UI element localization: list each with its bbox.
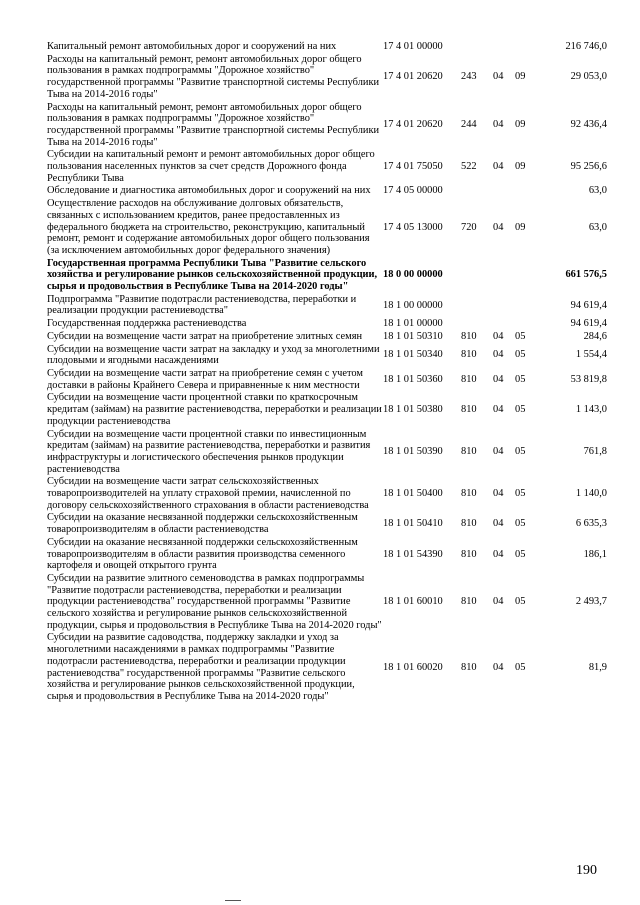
row-subsection: 05 — [515, 488, 526, 500]
row-code: 18 1 01 50400 — [383, 488, 443, 500]
table-row — [47, 294, 607, 318]
row-name: Субсидии на возмещение части затрат на приобретение элитных семян — [47, 330, 363, 342]
row-expense-type: 810 — [461, 548, 477, 560]
budget-table-body — [47, 41, 607, 704]
row-section — [493, 185, 515, 198]
row-amount: 94 619,4 — [570, 318, 607, 330]
row-subsection: 05 — [515, 518, 526, 530]
row-subsection: 05 — [515, 404, 526, 416]
row-section: 04 — [493, 404, 504, 416]
row-expense-type — [461, 318, 493, 331]
row-expense-type: 244 — [461, 119, 477, 131]
row-section: 04 — [493, 221, 504, 233]
row-expense-type — [461, 258, 493, 294]
row-subsection: 05 — [515, 373, 526, 385]
row-name: Субсидии на возмещение части процентной ставки по краткосрочным кредитам (займам) на развитие растениеводства, переработки и реализации продукции растениеводства — [47, 392, 382, 427]
row-name: Субсидии на развитие садоводства, поддержку закладки и уход за многолетними насаждениями в рамках подпрограммы "Развитие подотрасли растениеводства, переработки и реализации продукции растениеводства" государственной программы "Развитие сельского хозяйства и регулирование рынков сельскохозяйственной продукции, сырья и продовольствия в Республике Тыва на 2014-2020 годы" — [47, 632, 355, 702]
row-subsection: 09 — [515, 161, 526, 173]
row-amount: 6 635,3 — [575, 518, 607, 530]
row-expense-type — [461, 294, 493, 318]
row-code: 18 1 01 60010 — [383, 596, 443, 608]
row-subsection: 09 — [515, 221, 526, 233]
row-name: Субсидии на возмещение части затрат сельскохозяйственных товаропроизводителей на уплату страховой премии, начисленной по договору сельскохозяйственного страхования в области растениеводства — [47, 476, 369, 511]
row-code: 18 1 01 50380 — [383, 404, 443, 416]
row-expense-type: 810 — [461, 446, 477, 458]
row-name: Субсидии на возмещение части затрат на приобретение семян с учетом доставки в районы Крайнего Севера и приравненные к ним местности — [47, 367, 363, 391]
row-expense-type: 243 — [461, 71, 477, 83]
row-code: 17 4 01 75050 — [383, 161, 443, 173]
row-subsection: 05 — [515, 661, 526, 673]
row-section: 04 — [493, 119, 504, 131]
row-section — [493, 294, 515, 318]
row-amount: 95 256,6 — [570, 161, 607, 173]
row-section: 04 — [493, 349, 504, 361]
row-name: Государственная поддержка растениеводства — [47, 318, 247, 330]
row-expense-type: 810 — [461, 661, 477, 673]
row-amount: 284,6 — [583, 330, 607, 342]
page-bottom-mark — [225, 900, 241, 904]
row-section: 04 — [493, 518, 504, 530]
row-amount: 53 819,8 — [570, 373, 607, 385]
row-amount: 29 053,0 — [570, 71, 607, 83]
table-row — [47, 258, 607, 294]
row-expense-type: 810 — [461, 373, 477, 385]
row-subsection: 05 — [515, 446, 526, 458]
row-expense-type: 810 — [461, 349, 477, 361]
row-code: 18 1 01 60020 — [383, 661, 443, 673]
row-name: Субсидии на оказание несвязанной поддержки сельскохозяйственным товаропроизводителям в области развития производства семенного картофеля и овощей открытого грунта — [47, 536, 358, 572]
table-row — [47, 392, 607, 428]
row-subsection: 09 — [515, 71, 526, 83]
row-code: 18 1 01 50410 — [383, 518, 443, 530]
row-amount: 661 576,5 — [565, 269, 607, 281]
row-amount: 186,1 — [583, 548, 607, 560]
table-row — [47, 344, 607, 368]
row-code: 17 4 01 00000 — [383, 41, 443, 52]
table-row — [47, 512, 607, 536]
row-name: Расходы на капитальный ремонт, ремонт автомобильных дорог общего пользования в рамках подпрограммы "Дорожное хозяйство" государственной программы "Развитие транспортной системы Республики Тыва на 2014-2016 годы" — [47, 101, 380, 148]
row-amount: 2 493,7 — [575, 596, 607, 608]
row-amount: 1 554,4 — [575, 349, 607, 361]
table-row — [47, 632, 607, 703]
table-row — [47, 476, 607, 512]
row-subsection — [515, 258, 542, 294]
table-row — [47, 573, 607, 633]
table-row — [47, 318, 607, 331]
row-subsection — [515, 41, 542, 54]
table-row — [47, 429, 607, 477]
table-row — [47, 331, 607, 344]
row-expense-type — [461, 41, 493, 54]
row-section — [493, 41, 515, 54]
row-amount: 1 140,0 — [575, 488, 607, 500]
row-amount: 63,0 — [588, 185, 607, 197]
row-code: 17 4 05 13000 — [383, 221, 443, 233]
row-name: Субсидии на возмещение части процентной ставки по инвестиционным кредитам (займам) на развитие растениеводства, переработки и развития инфраструктуры и логистического обеспечения рынков продукции растениеводства — [47, 428, 371, 475]
row-subsection: 05 — [515, 596, 526, 608]
row-code: 17 4 05 00000 — [383, 185, 443, 197]
row-amount: 1 143,0 — [575, 404, 607, 416]
row-section — [493, 258, 515, 294]
row-subsection: 05 — [515, 349, 526, 361]
row-expense-type: 810 — [461, 596, 477, 608]
row-name: Субсидии на возмещение части затрат на закладку и уход за многолетними плодовыми и ягодными насаждениями — [47, 343, 380, 367]
table-row — [47, 185, 607, 198]
row-name: Государственная программа Республики Тыва "Развитие сельского хозяйства и регулирование рынков сельскохозяйственной продукции, сырья и продовольствия в Республике Тыва на 2014-2020 годы" — [47, 257, 378, 293]
row-expense-type: 810 — [461, 404, 477, 416]
row-code: 17 4 01 20620 — [383, 71, 443, 83]
page-number: 190 — [576, 863, 597, 878]
row-section: 04 — [493, 161, 504, 173]
row-code: 18 1 01 50310 — [383, 330, 443, 342]
row-section — [493, 318, 515, 331]
row-amount: 94 619,4 — [570, 299, 607, 311]
row-section: 04 — [493, 71, 504, 83]
row-expense-type: 810 — [461, 330, 477, 342]
row-code: 18 1 00 00000 — [383, 299, 443, 311]
row-name: Подпрограмма "Развитие подотрасли растениеводства, переработки и реализации продукции растениеводства" — [47, 293, 357, 317]
row-amount: 81,9 — [588, 661, 607, 673]
row-code: 18 0 00 00000 — [383, 269, 443, 281]
row-code: 18 1 01 00000 — [383, 318, 443, 330]
row-code: 18 1 01 54390 — [383, 548, 443, 560]
row-code: 18 1 01 50360 — [383, 373, 443, 385]
table-row — [47, 198, 607, 258]
row-amount: 761,8 — [583, 446, 607, 458]
row-amount: 63,0 — [588, 221, 607, 233]
row-section: 04 — [493, 330, 504, 342]
row-section: 04 — [493, 596, 504, 608]
row-name: Расходы на капитальный ремонт, ремонт автомобильных дорог общего пользования в рамках подпрограммы "Дорожное хозяйство" государственной программы "Развитие транспортной системы Республики Тыва на 2014-2016 годы" — [47, 53, 380, 100]
row-section: 04 — [493, 548, 504, 560]
table-row — [47, 537, 607, 573]
row-name: Капитальный ремонт автомобильных дорог и сооружений на них — [47, 41, 337, 52]
row-expense-type: 810 — [461, 518, 477, 530]
row-subsection — [515, 185, 542, 198]
row-expense-type: 522 — [461, 161, 477, 173]
row-section: 04 — [493, 373, 504, 385]
row-subsection — [515, 318, 542, 331]
row-subsection: 05 — [515, 548, 526, 560]
row-code: 17 4 01 20620 — [383, 119, 443, 131]
row-amount: 216 746,0 — [565, 41, 607, 52]
row-section: 04 — [493, 488, 504, 500]
budget-table — [47, 41, 607, 704]
row-section: 04 — [493, 661, 504, 673]
row-name: Обследование и диагностика автомобильных дорог и сооружений на них — [47, 185, 371, 197]
table-row — [47, 54, 607, 102]
table-row — [47, 368, 607, 392]
table-row — [47, 149, 607, 185]
row-section: 04 — [493, 446, 504, 458]
row-expense-type: 810 — [461, 488, 477, 500]
row-subsection: 05 — [515, 330, 526, 342]
row-subsection — [515, 294, 542, 318]
row-amount: 92 436,4 — [570, 119, 607, 131]
row-expense-type — [461, 185, 493, 198]
row-code: 18 1 01 50390 — [383, 446, 443, 458]
row-code: 18 1 01 50340 — [383, 349, 443, 361]
row-name: Субсидии на капитальный ремонт и ремонт автомобильных дорог общего пользования населенных пунктов за счет средств Дорожного фонда Республики Тыва — [47, 149, 375, 184]
row-name: Субсидии на развитие элитного семеноводства в рамках подпрограммы "Развитие подотрасли растениеводства, переработки и реализации продукции растениеводства" государственной программы "Развитие сельского хозяйства и регулирование рынков сельскохозяйственной продукции, сырья и продовольствия в Республике Тыва на 2014-2020 годы" — [47, 572, 382, 631]
row-subsection: 09 — [515, 119, 526, 131]
table-row — [47, 41, 607, 54]
row-expense-type: 720 — [461, 221, 477, 233]
row-name: Осуществление расходов на обслуживание долговых обязательств, связанных с использованием кредитов, ранее предоставленных из федерального бюджета на строительство, реконструкцию, капитальный ремонт, ремонт и содержание автомобильных дорог общего пользования (за исключением автомобильных дорог федерального значения) — [47, 198, 370, 256]
table-row — [47, 102, 607, 150]
row-name: Субсидии на оказание несвязанной поддержки сельскохозяйственным товаропроизводителям в области растениеводства — [47, 512, 358, 536]
